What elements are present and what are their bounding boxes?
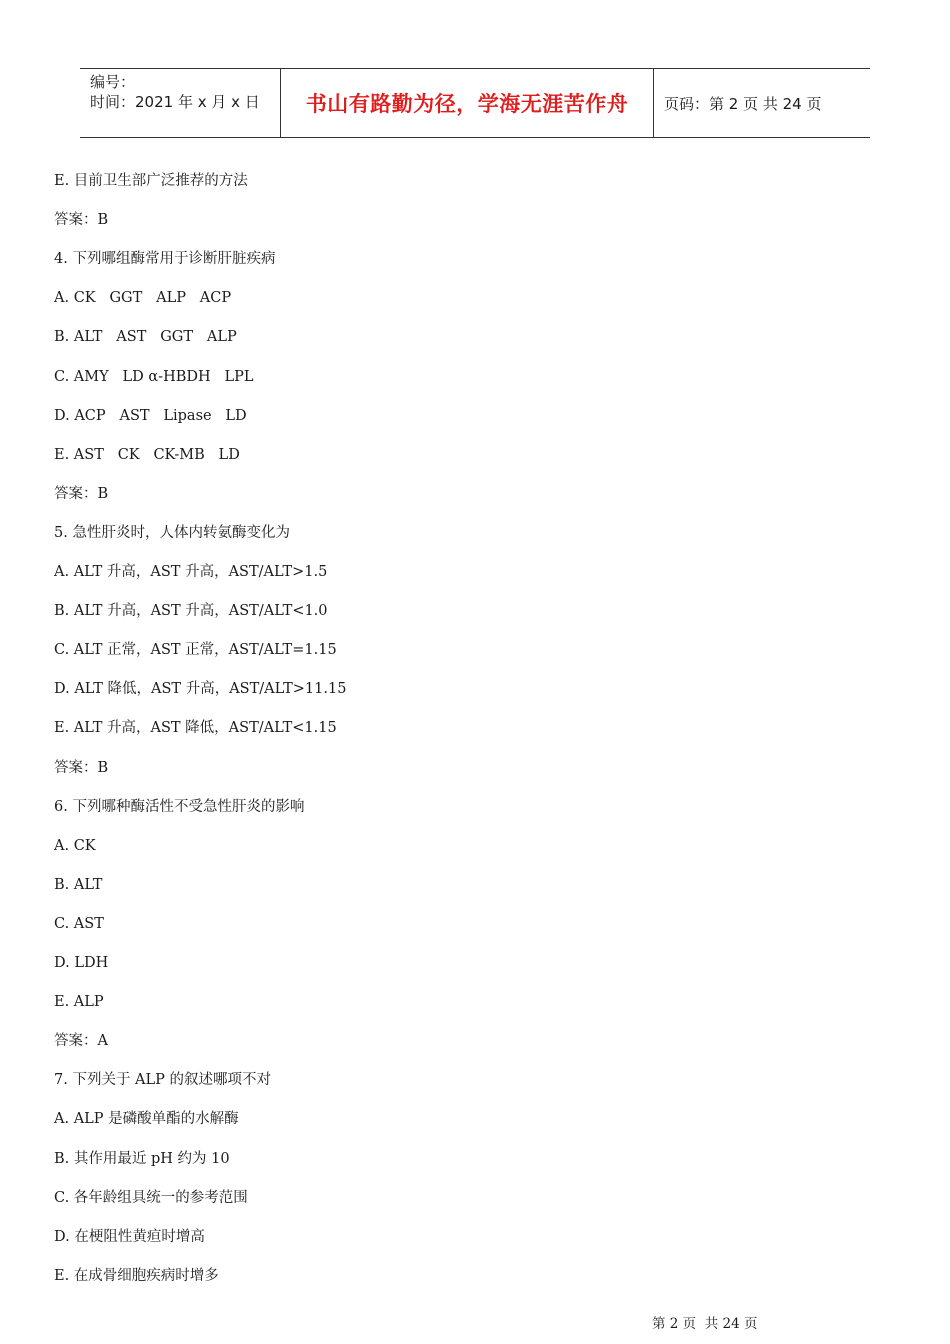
option-line: D. ACP AST Lipase LD: [54, 408, 247, 424]
page-header: [80, 68, 870, 138]
option-line: C. 各年龄组具统一的参考范围: [54, 1190, 248, 1206]
option-line: A. ALP 是磷酸单酯的水解酶: [54, 1111, 239, 1127]
header-meta: [80, 69, 281, 137]
document-number-label: 编号：: [90, 73, 136, 91]
option-line: A. CK GGT ALP ACP: [54, 290, 232, 306]
option-line: B. ALT 升高，AST 升高，AST/ALT<1.0: [54, 603, 328, 619]
option-line: E. 在成骨细胞疾病时增多: [54, 1268, 219, 1284]
text-line: E. 目前卫生部广泛推荐的方法: [54, 173, 248, 189]
header-page-info: 页码：第 2 页 共 24 页: [664, 94, 822, 113]
question-line: 7. 下列关于 ALP 的叙述哪项不对: [54, 1072, 272, 1088]
option-line: D. ALT 降低，AST 升高，AST/ALT>11.15: [54, 681, 347, 697]
answer-line: 答案：B: [54, 212, 109, 228]
answer-line: 答案：B: [54, 486, 109, 502]
option-line: E. AST CK CK-MB LD: [54, 447, 240, 463]
option-line: B. ALT: [54, 877, 103, 893]
document-time: 时间：2021 年 x 月 x 日: [90, 93, 260, 111]
option-line: B. ALT AST GGT ALP: [54, 329, 237, 345]
option-line: A. ALT 升高，AST 升高，AST/ALT>1.5: [54, 564, 328, 580]
option-line: A. CK: [54, 838, 96, 854]
answer-line: 答案：B: [54, 760, 109, 776]
question-line: 4. 下列哪组酶常用于诊断肝脏疾病: [54, 251, 276, 267]
question-line: 5. 急性肝炎时，人体内转氨酶变化为: [54, 525, 290, 541]
answer-line: 答案：A: [54, 1033, 108, 1049]
option-line: E. ALP: [54, 994, 104, 1010]
option-line: D. LDH: [54, 955, 109, 971]
option-line: E. ALT 升高，AST 降低，AST/ALT<1.15: [54, 720, 337, 736]
question-line: 6. 下列哪种酶活性不受急性肝炎的影响: [54, 799, 305, 815]
option-line: D. 在梗阻性黄疸时增高: [54, 1229, 205, 1245]
option-line: C. ALT 正常，AST 正常，AST/ALT=1.15: [54, 642, 337, 658]
option-line: B. 其作用最近 pH 约为 10: [54, 1151, 230, 1167]
header-motto: 书山有路勤为径，学海无涯苦作舟: [281, 69, 654, 137]
option-line: C. AMY LD α-HBDH LPL: [54, 369, 254, 385]
option-line: C. AST: [54, 916, 104, 932]
page-footer: 第 2 页 共 24 页: [652, 1316, 758, 1332]
